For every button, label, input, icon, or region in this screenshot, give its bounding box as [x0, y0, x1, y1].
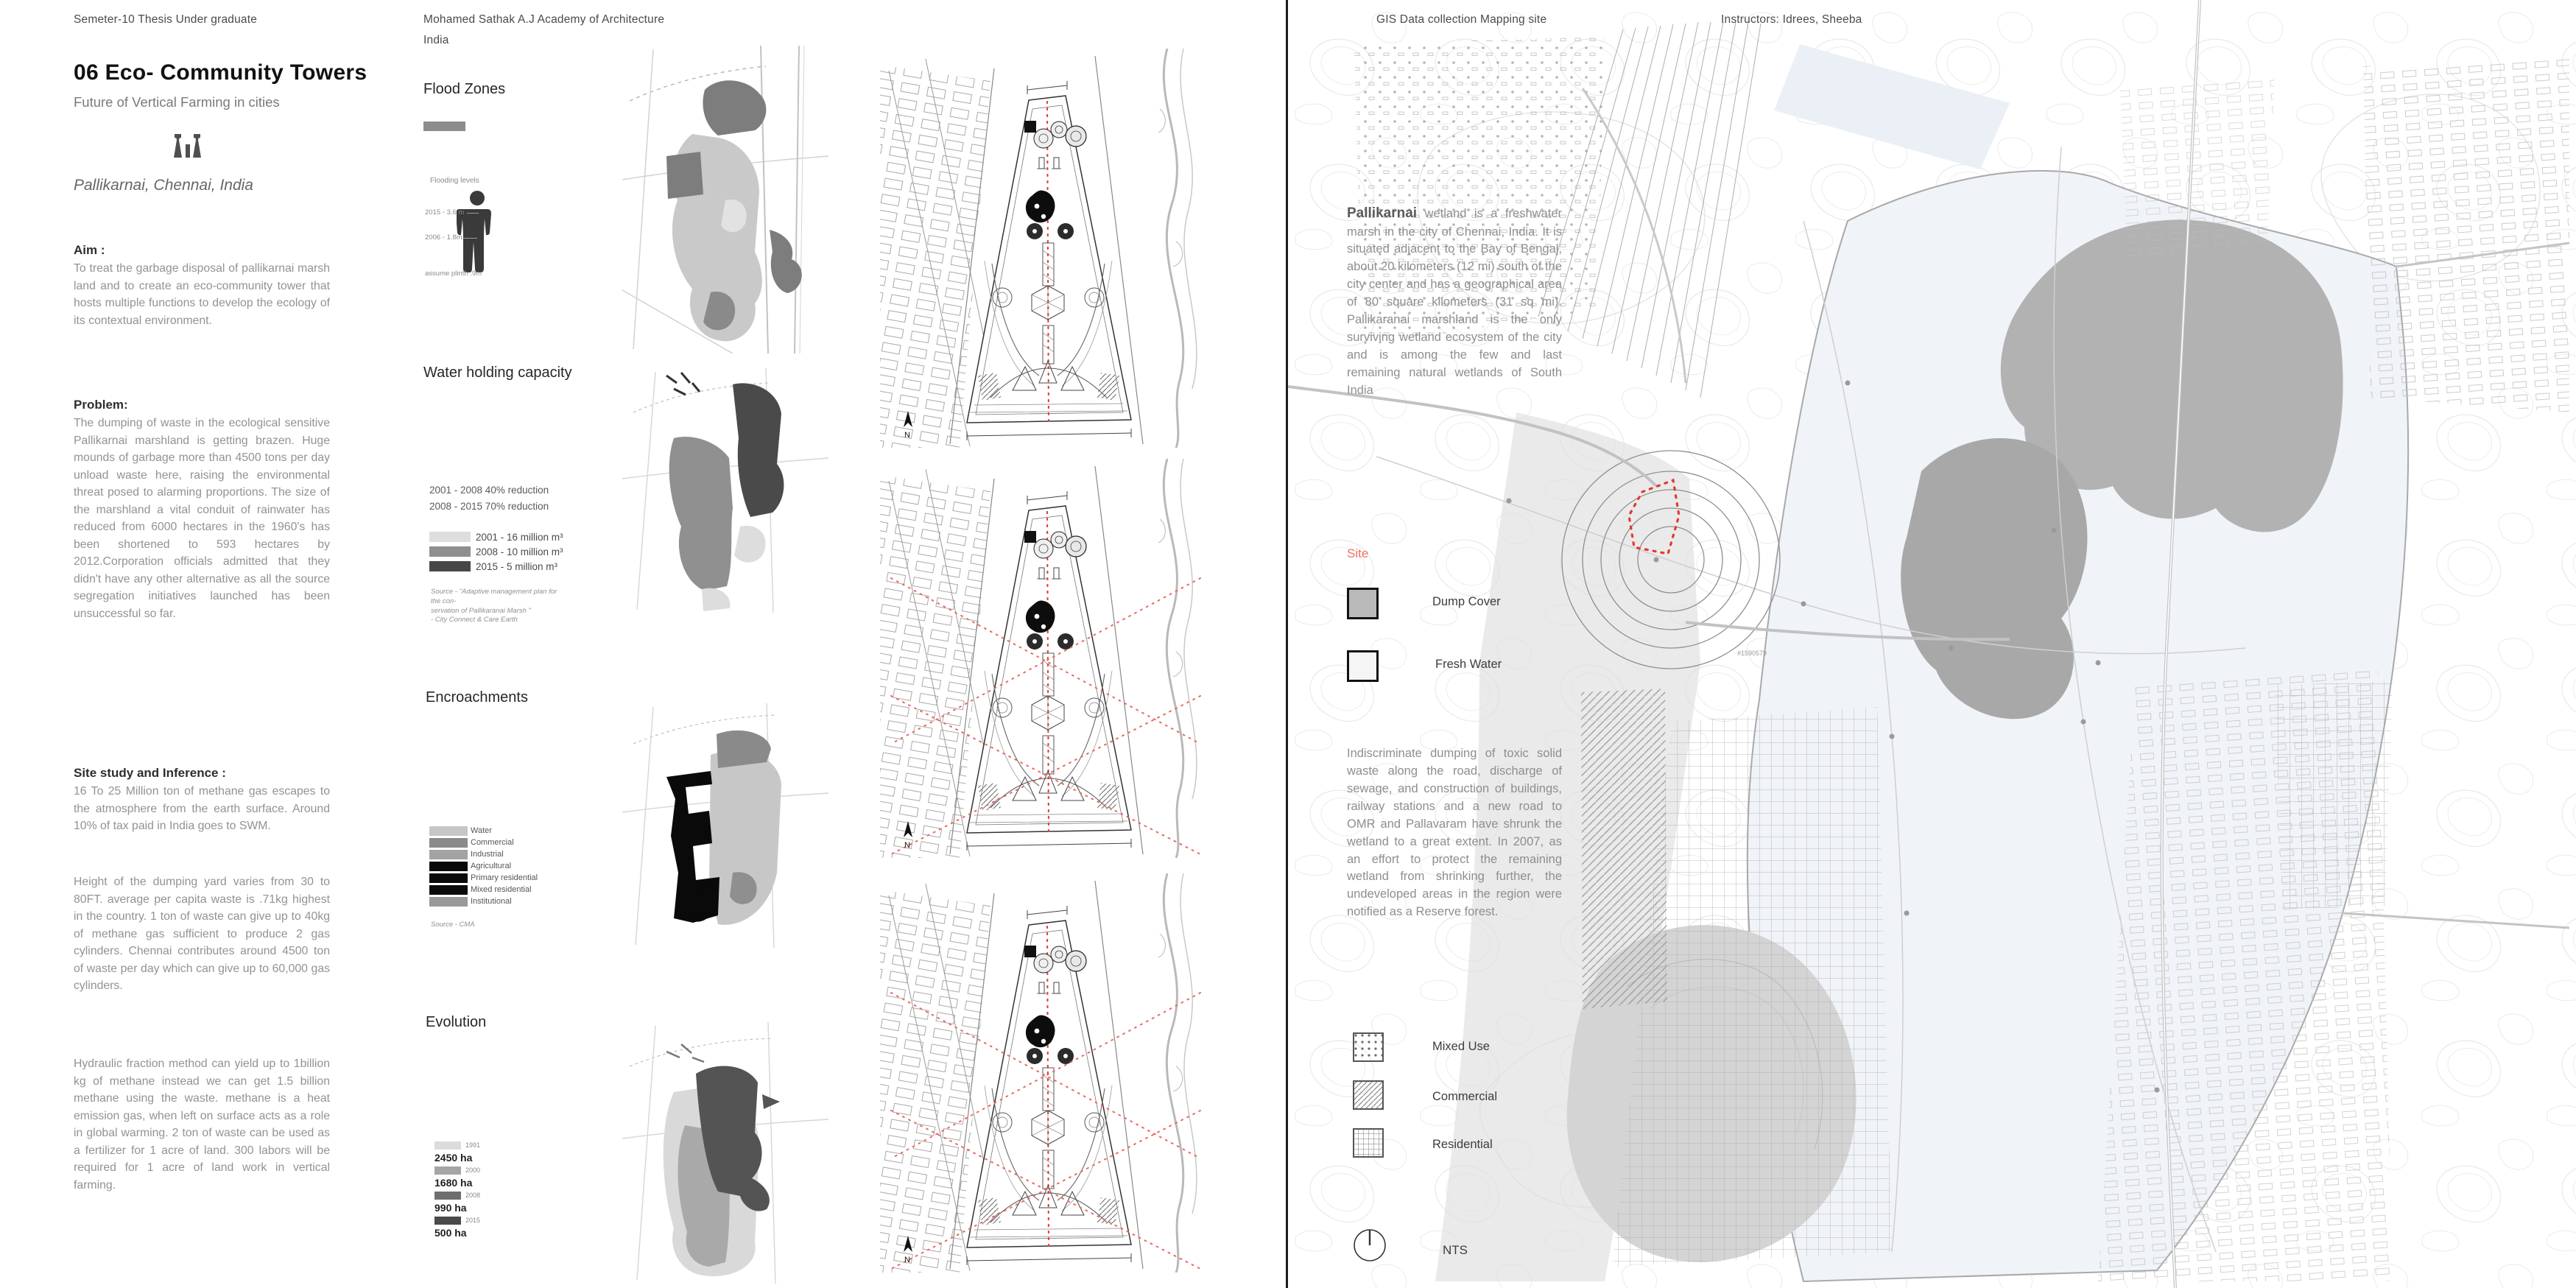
water-reduction-2: 2008 - 2015 70% reduction [429, 501, 549, 512]
flood-level-1-line [467, 213, 479, 214]
evo-swatch-2008 [434, 1192, 461, 1200]
residential-swatch [1353, 1128, 1384, 1158]
enc-label-primary-res: Primary residential [471, 873, 538, 882]
evo-swatch-2000 [434, 1166, 461, 1175]
dump-cover-label: Dump Cover [1432, 595, 1501, 608]
intro-paragraph [1347, 203, 1562, 400]
enc-source: Source - CMA [431, 921, 475, 929]
water-source [431, 588, 567, 625]
dump-cover-swatch [1347, 588, 1379, 619]
evolution-map [622, 1022, 828, 1284]
water-swatch-2015 [429, 561, 471, 571]
evo-swatch-2015 [434, 1217, 461, 1225]
evo-year-2008: 2008 [465, 1192, 481, 1199]
enc-swatch-water [429, 826, 468, 836]
mixed-use-label: Mixed Use [1432, 1040, 1490, 1053]
site-plan-1 [880, 43, 1208, 448]
north-scale-icon [1353, 1228, 1387, 1262]
water-reduction-1: 2001 - 2008 40% reduction [429, 485, 549, 496]
north-label-3: N [904, 1256, 910, 1264]
towers-icon [169, 133, 208, 158]
evolution-heading: Evolution [426, 1014, 487, 1030]
water-source-line1: Source - "Adaptive management plan for the con- [431, 588, 557, 605]
intro-rest: wetland is a freshwater marsh in the city of Chennai, India. It is situated adjacent to the Bay of Bengal, about 20 kilometers (12 mi) south of the city center and has a geographical area of 80 square kilometers (31 sq mi). Pallikaranai marshland is the only surviving wetland ecosystem of the city and is among the few and last remaining natural wetlands of South India [1347, 207, 1562, 397]
enc-label-agricultural: Agricultural [471, 862, 512, 870]
instructors: Instructors: Idrees, Sheeba [1721, 13, 1862, 26]
mixed-use-swatch [1353, 1032, 1384, 1062]
evo-year-1991: 1991 [465, 1141, 481, 1149]
water-heading: Water holding capacity [423, 365, 572, 381]
water-label-2001: 2001 - 16 million m³ [476, 532, 563, 543]
flood-legend-title: Flooding levels [430, 177, 479, 185]
water-source-line3: - City Connect & Care Earth [431, 616, 518, 624]
fresh-water-swatch [1347, 650, 1379, 682]
evo-year-2015: 2015 [465, 1217, 481, 1224]
encroachments-heading: Encroachments [426, 689, 528, 705]
enc-label-institutional: Institutional [471, 897, 512, 906]
flood-note: assume plinth .9m [425, 270, 482, 278]
enc-swatch-mixed-res [429, 885, 468, 895]
north-label-1: N [904, 431, 910, 440]
enc-swatch-commercial [429, 838, 468, 848]
site-label: Site [1347, 546, 1369, 560]
flood-level-2: 2006 - 1.8m [425, 233, 462, 242]
location: Pallikarnai, Chennai, India [74, 177, 253, 194]
school-country: India [423, 34, 449, 46]
flood-level-1: 2015 - 3.6 m [425, 208, 465, 217]
site-study-para2: Height of the dumping yard varies from 30 to 80FT. average per capita waste is .71kg highest in the country. 1 ton of waste can give up to 40kg of methane gas sufficient to produce 2 gas cylinders. Chennai contributes around 4500 ton of waste per day which can give up to 60,000 gas cylinders. [74, 876, 330, 993]
evo-area-2008: 990 ha [434, 1202, 467, 1214]
enc-label-industrial: Industrial [471, 850, 504, 859]
eyebrow: Semeter-10 Thesis Under graduate [74, 13, 258, 26]
gis-panel [1288, 0, 2576, 1288]
site-study-heading: Site study and Inference : [74, 766, 226, 780]
evo-area-2015: 500 ha [434, 1227, 467, 1239]
person-icon [457, 190, 498, 272]
water-holding-map [622, 368, 828, 613]
water-swatch-2008 [429, 546, 471, 557]
problem-text: The dumping of waste in the ecological sensitive Pallikarnai marshland is getting brazen. Huge mounds of garbage more than 4500 tons per day unload waste here, raising the environmental threat posed to alarming proportions. The size of the marshland a vital conduit of rainwater has reduced from 6000 hectares in the 1960's has been shortened to 593 hectares by 2012.Corporation officials admitted that they didn't have any other alternative as all the source segregation initiatives launched has been unsuccessful so far. [74, 417, 330, 620]
nts-label: NTS [1443, 1243, 1468, 1257]
enc-swatch-industrial [429, 850, 468, 859]
water-swatch-2001 [429, 532, 471, 542]
site-study-para1: 16 To 25 Million ton of methane gas escapes to the atmosphere from the earth surface. Around 10% of tax paid in India goes to SWM. [74, 785, 330, 833]
aim-text: To treat the garbage disposal of pallikarnai marsh land and to create an eco-community tower that hosts multiple functions to develop the ecology of its contextual environment. [74, 262, 330, 327]
fresh-water-label: Fresh Water [1435, 658, 1502, 671]
flood-swatch [423, 122, 465, 131]
evo-year-2000: 2000 [465, 1166, 481, 1174]
problem-heading: Problem: [74, 398, 128, 412]
water-source-line2: servation of Pallikaranai Marsh " [431, 606, 531, 615]
water-label-2015: 2015 - 5 million m³ [476, 561, 558, 572]
school-name: Mohamed Sathak A.J Academy of Architecture [423, 13, 665, 26]
flood-zones-map [622, 46, 828, 353]
evo-area-1991: 2450 ha [434, 1152, 473, 1164]
enc-label-water: Water [471, 826, 492, 835]
residential-label: Residential [1432, 1138, 1493, 1151]
map-annotation: #1590579 [1737, 650, 1767, 657]
enc-label-commercial: Commercial [471, 838, 514, 847]
page-subtitle: Future of Vertical Farming in cities [74, 94, 280, 110]
page-title: 06 Eco- Community Towers [74, 60, 367, 85]
water-label-2008: 2008 - 10 million m³ [476, 546, 563, 557]
commercial-swatch [1353, 1080, 1384, 1110]
gis-header: GIS Data collection Mapping site [1376, 13, 1547, 26]
evo-area-2000: 1680 ha [434, 1177, 473, 1189]
north-label-2: N [904, 841, 910, 850]
enc-label-mixed-res: Mixed residential [471, 885, 532, 894]
site-study-para3: Hydraulic fraction method can yield up to 1billion kg of methane instead we can get 1.5 billion methane using the waste. methane is a heat emission gas, when left on surface acts as a role in global warming. 2 ton of waste can be used as a fertilizer for 1 acre of land. 300 labors will be required for 1 acre of land work in vertical farming. [74, 1058, 330, 1192]
intro-lead: Pallikarnai [1347, 205, 1418, 221]
enc-swatch-primary-res [429, 873, 468, 883]
enc-swatch-institutional [429, 897, 468, 907]
evo-swatch-1991 [434, 1141, 461, 1150]
flood-heading: Flood Zones [423, 81, 506, 97]
encroachments-map [622, 703, 828, 948]
site-plan-3 [880, 868, 1208, 1273]
flood-level-2-line [462, 238, 477, 239]
enc-swatch-agricultural [429, 862, 468, 871]
aim-heading: Aim : [74, 243, 105, 257]
body-paragraph: Indiscriminate dumping of toxic solid waste along the road, discharge of sewage, and construction of buildings, railway stations and a new road to OMR and Pallavaram have shrunk the wetland to a great extent. In 2007, as an effort to protect the remaining wetland from shrinking further, the undeveloped areas in the region were notified as a Reserve forest. [1347, 747, 1562, 919]
commercial-label: Commercial [1432, 1090, 1498, 1103]
site-plan-2 [880, 453, 1208, 858]
